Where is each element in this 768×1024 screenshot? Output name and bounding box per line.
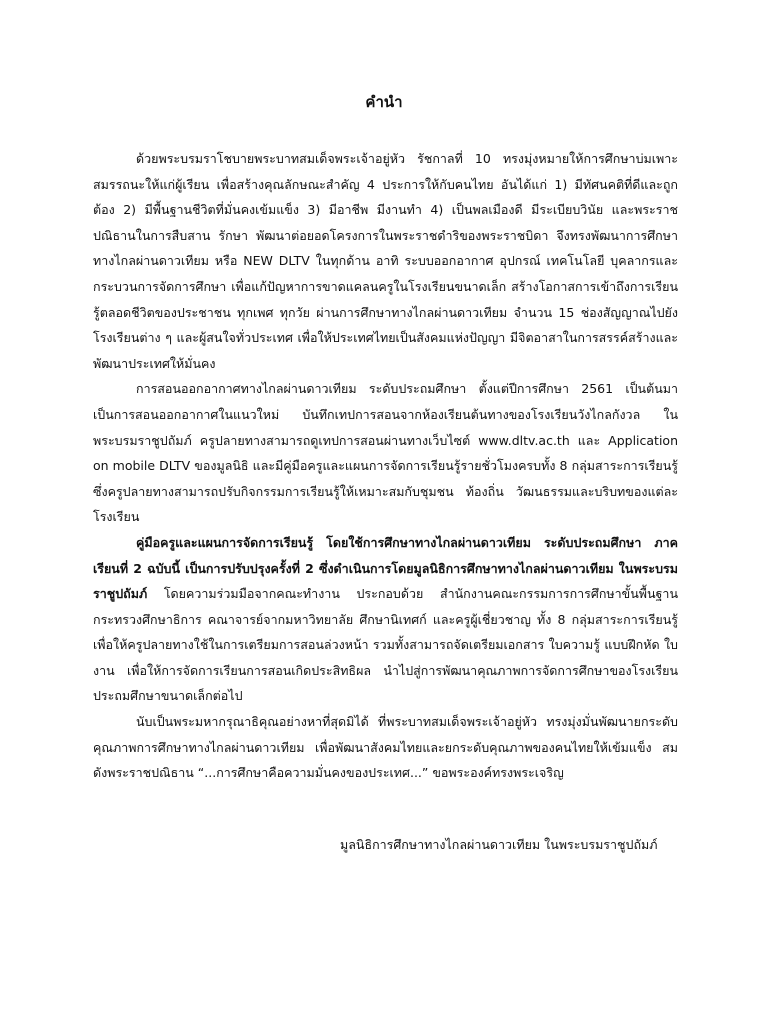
paragraph-handbook-rest: โดยความร่วมมือจากคณะทำงาน ประกอบด้วย สำนักงานคณะกรรมการการศึกษาขั้นพื้นฐาน กระทรวงศึกษาธิการ คณาจารย์จากมหาวิทยาลัย ศึกษานิเทศก์ และครูผู้เชี่ยวชาญ ทั้ง 8 กลุ่มสาระการเรียนรู้ เพื่อให้ครูปลายทางใช้ในการเตรียมการสอนล่วงหน้า รวมทั้งสามารถจัดเตรียมเอกสาร ใบความรู้ แบบฝึกหัด ใบงาน เพื่อให้การจัดการเรียนการสอนเกิดประสิทธิผล นำไปสู่การพัฒนาคุณภาพการจัดการศึกษาของโรงเรียนประถมศึกษาขนาดเล็กต่อไป xyxy=(93,586,678,704)
body-text xyxy=(93,146,678,786)
paragraph-broadcast: การสอนออกอากาศทางไกลผ่านดาวเทียม ระดับประถมศึกษา ตั้งแต่ปีการศึกษา 2561 เป็นต้นมา เป็นการสอนออกอากาศในแนวใหม่ บันทึกเทปการสอนจากห้องเรียนต้นทางของโรงเรียนวังไกลกังวล ในพระบรมราชูปถัมภ์ ครูปลายทางสามารถดูเทปการสอนผ่านทางเว็บไซต์ www.dltv.ac.th และ Application on mobile DLTV ของมูลนิธิ และมีคู่มือครูและแผนการจัดการเรียนรู้รายชั่วโมงครบทั้ง 8 กลุ่มสาระการเรียนรู้ ซึ่งครูปลายทางสามารถปรับกิจกรรมการเรียนรู้ให้เหมาะสมกับชุมชน ท้องถิ่น วัฒนธรรมและบริบทของแต่ละโรงเรียน xyxy=(93,381,678,525)
signature: มูลนิธิการศึกษาทางไกลผ่านดาวเทียม ในพระบรมราชูปถัมภ์ xyxy=(340,837,658,852)
page-title: คำนำ xyxy=(365,93,403,111)
paragraph-handbook-bold: คู่มือครูและแผนการจัดการเรียนรู้ โดยใช้การศึกษาทางไกลผ่านดาวเทียม ระดับประถมศึกษา ภาคเรียนที่ 2 ฉบับนี้ เป็นการปรับปรุงครั้งที่ 2 ซึ่งดำเนินการโดยมูลนิธิการศึกษาทางไกลผ่านดาวเทียม ในพระบรมราชูปถัมภ์ xyxy=(93,534,678,602)
paragraph-handbook xyxy=(93,530,678,709)
paragraph-intro: ด้วยพระบรมราโชบายพระบาทสมเด็จพระเจ้าอยู่หัว รัชกาลที่ 10 ทรงมุ่งหมายให้การศึกษาบ่มเพาะสมรรถนะให้แก่ผู้เรียน เพื่อสร้างคุณลักษณะสำคัญ 4 ประการให้กับคนไทย อันได้แก่ 1) มีทัศนคติที่ดีและถูกต้อง 2) มีพื้นฐานชีวิตที่มั่นคงเข้มแข็ง 3) มีอาชีพ มีงานทำ 4) เป็นพลเมืองดี มีระเบียบวินัย และพระราชปณิธานในการสืบสาน รักษา พัฒนาต่อยอดโครงการในพระราชดำริของพระราชบิดา จึงทรงพัฒนาการศึกษาทางไกลผ่านดาวเทียม หรือ NEW DLTV ในทุกด้าน อาทิ ระบบออกอากาศ อุปกรณ์ เทคโนโลยี บุคลากรและกระบวนการจัดการศึกษา เพื่อแก้ปัญหาการขาดแคลนครูในโรงเรียนขนาดเล็ก สร้างโอกาสการเข้าถึงการเรียนรู้ตลอดชีวิตของประชาชน ทุกเพศ ทุกวัย ผ่านการศึกษาทางไกลผ่านดาวเทียม จำนวน 15 ช่องสัญญาณไปยังโรงเรียนต่าง ๆ และผู้สนใจทั่วประเทศ เพื่อให้ประเทศไทยเป็นสังคมแห่งปัญญา มีจิตอาสาในการสรรค์สร้างและพัฒนาประเทศให้มั่นคง xyxy=(93,151,678,371)
paragraph-closing: นับเป็นพระมหากรุณาธิคุณอย่างหาที่สุดมิได้ ที่พระบาทสมเด็จพระเจ้าอยู่หัว ทรงมุ่งมั่นพัฒนายกระดับคุณภาพการศึกษาทางไกลผ่านดาวเทียม เพื่อพัฒนาสังคมไทยและยกระดับคุณภาพของคนไทยให้เข้มแข็ง สมดังพระราชปณิธาน “...การศึกษาคือความมั่นคงของประเทศ...” ขอพระองค์ทรงพระเจริญ xyxy=(93,714,678,781)
